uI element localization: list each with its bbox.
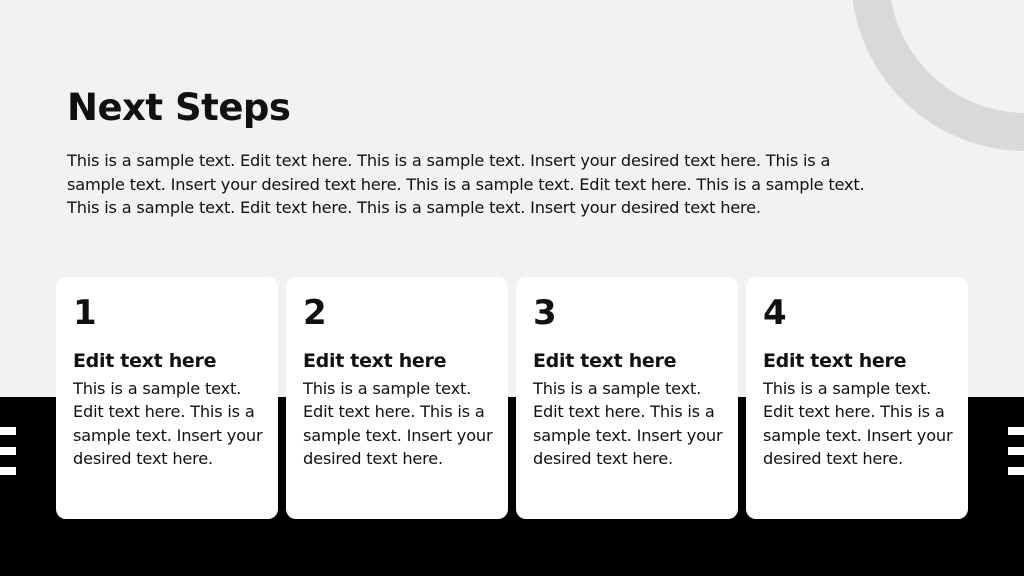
step-heading: Edit text here [533, 350, 677, 372]
step-card-2 [286, 277, 508, 519]
slide-title: Next Steps [67, 86, 291, 129]
step-body: This is a sample text. Edit text here. This is a sample text. Insert your desired text here. [303, 379, 493, 468]
step-number: 4 [763, 293, 787, 333]
stripes-left [0, 427, 16, 487]
step-body: This is a sample text. Edit text here. This is a sample text. Insert your desired text here. [73, 379, 263, 468]
step-number: 3 [533, 293, 557, 333]
step-number: 2 [303, 293, 327, 333]
step-card-3 [516, 277, 738, 519]
stripes-right [1008, 427, 1024, 487]
step-number: 1 [73, 293, 97, 333]
intro-text: This is a sample text. Edit text here. This is a sample text. Insert your desired text here. This is a sample text. Insert your desired text here. This is a sample text. Edit text here. This is a sample text. This is a sample text. Edit text here. This is a sample text. Insert your desired text here. [67, 151, 865, 217]
step-heading: Edit text here [303, 350, 447, 372]
step-card-4 [746, 277, 968, 519]
step-card-1 [56, 277, 278, 519]
step-body: This is a sample text. Edit text here. This is a sample text. Insert your desired text here. [763, 379, 953, 468]
step-heading: Edit text here [763, 350, 907, 372]
step-body: This is a sample text. Edit text here. This is a sample text. Insert your desired text here. [533, 379, 723, 468]
step-heading: Edit text here [73, 350, 217, 372]
